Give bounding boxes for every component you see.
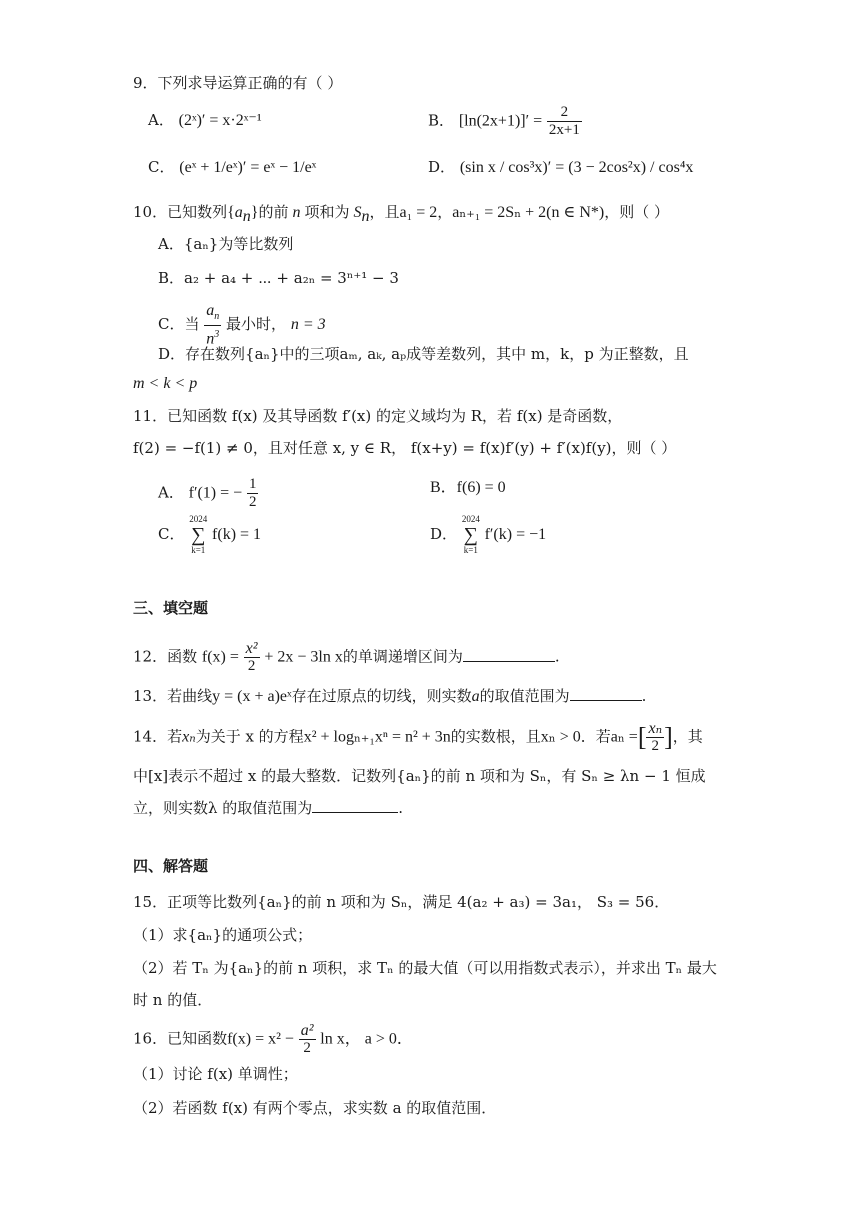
q11-option-c-upper: 2024: [189, 514, 208, 524]
q14-sequence-def: aₙ =: [610, 728, 638, 746]
q11-option-a-lhs: f′(1) = −: [188, 484, 243, 502]
q10-option-c-text-2: 最小时，: [226, 314, 287, 333]
q11-option-c-label: C．: [158, 525, 185, 543]
q14-text-5: ，其: [672, 727, 703, 746]
q11-option-d-lower: k=1: [463, 545, 478, 555]
q11-option-a-numerator: 1: [248, 476, 257, 492]
q11-stem-line1: 11．已知函数 f(x) 及其导函数 f′(x) 的定义域均为 R，若 f(x) 是奇函数，: [133, 407, 623, 425]
q16-numerator: a²: [300, 1022, 314, 1039]
q10-option-c-fraction: $\frac{a_n}{n^3}$: [206, 302, 220, 348]
q11-option-d-summation: 2024 ∑ k=1: [461, 514, 480, 555]
q11-option-b: B．f(6) = 0: [430, 479, 506, 496]
q9-option-b-label: B．: [428, 111, 455, 130]
q11-option-d-label: D．: [430, 525, 458, 543]
q10-option-a: A．{aₙ}为等比数列: [158, 235, 294, 253]
q11-option-c-body: f(k) = 1: [212, 526, 262, 543]
q9-option-b-numerator: 2: [547, 104, 582, 122]
q9-option-c-label: C．: [148, 158, 175, 176]
q14-root: xₙ: [182, 728, 196, 746]
q9-stem: 9．下列求导运算正确的有（ ）: [133, 74, 343, 92]
q16-fraction: [299, 1022, 316, 1057]
q14-period: .: [398, 799, 404, 817]
q14-equation: x² + logₙ₊₁xⁿ = n² + 3n: [303, 728, 451, 746]
q10-stem-text-3: 项和为: [304, 203, 350, 221]
q16-text: 16．已知函数: [133, 1029, 228, 1048]
q9-option-b-fraction: [547, 104, 582, 139]
q16-part1: （1）讨论 f(x) 单调性；: [133, 1065, 298, 1083]
q10-option-c: [158, 302, 326, 348]
q12-function: f(x) =: [201, 648, 239, 666]
q9-option-a-expr: (2ˣ)′ = x·2ˣ⁻¹: [178, 112, 262, 129]
q11-option-a: [158, 476, 258, 511]
q13-period: .: [641, 687, 647, 705]
q16-stem: [133, 1022, 413, 1057]
q15-part1: （1）求{aₙ}的通项公式；: [133, 926, 313, 944]
q10-stem-text-6: ，则（ ）: [604, 203, 669, 221]
q12-numerator: x²: [245, 640, 258, 657]
q10-initial-term: a₁ = 2: [399, 204, 438, 221]
q10-option-c-value: n = 3: [290, 315, 326, 333]
q13-curve: y = (x + a)eˣ: [212, 688, 292, 705]
q11-option-d-upper: 2024: [461, 514, 480, 524]
q10-stem-text-5: ，: [437, 203, 453, 221]
q14-text: 14．若: [133, 727, 183, 746]
q12-stem: [133, 640, 560, 675]
q9-option-a-label: A．: [148, 111, 174, 129]
q14-text-3: 的实数根，且: [450, 727, 541, 746]
q12-text: 12．函数: [133, 647, 198, 666]
q12-function-rest: + 2x − 3ln x: [264, 648, 343, 666]
q14-text-2: 为关于 x 的方程: [195, 727, 304, 746]
q15-part2-cont: 时 n 的值．: [133, 991, 213, 1009]
q14-text-6: 立，则实数λ 的取值范围为: [133, 799, 313, 817]
q13-answer-blank[interactable]: [570, 686, 642, 701]
q12-denominator: 2: [247, 658, 256, 674]
q14-condition: xₙ > 0: [540, 728, 581, 746]
q9-option-c-expr: (eˣ + 1/eˣ)′ = eˣ − 1/eˣ: [179, 159, 317, 176]
q14-stem-line1: 14．若xₙ为关于 x 的方程x² + logₙ₊₁xⁿ = n² + 3n的实数根，且xₙ > 0．若aₙ =[ $\frac{\text{xₙ}}{2}$ ]，其: [133, 720, 703, 754]
q9-option-b-lhs: [ln(2x+1)]′ =: [458, 112, 543, 130]
q13-text-2: 存在过原点的切线，则实数: [291, 687, 472, 705]
q14-stem-line3: [133, 796, 403, 820]
q13-text: 13．若曲线: [133, 687, 213, 705]
q15-part2: （2）若 Tₙ 为{aₙ}的前 n 项积，求 Tₙ 的最大值（可以用指数式表示），并求出 Tₙ 最大: [133, 959, 717, 977]
q9-option-b-denominator: 2x+1: [548, 122, 580, 138]
q12-text-2: 的单调递增区间为: [342, 647, 463, 666]
q16-denominator: 2: [303, 1040, 311, 1056]
q9-option-a: [148, 108, 262, 133]
q15-stem: 15．正项等比数列{aₙ}的前 n 项和为 Sₙ，满足 4(a₂ + a₃) = 3a₁， S₃ = 56．: [133, 893, 670, 911]
q16-function-rest: ln x， a > 0．: [320, 1030, 413, 1048]
q13-stem: [133, 684, 646, 709]
section-solutions-heading: 四、解答题: [133, 857, 209, 875]
q11-option-a-fraction: [247, 476, 259, 511]
q14-fraction: [646, 720, 664, 755]
q11-option-c-summation: 2024 ∑ k=1: [189, 514, 208, 555]
q12-answer-blank[interactable]: [463, 647, 555, 662]
q14-denominator: 2: [651, 738, 660, 754]
q13-variable: a: [471, 688, 480, 705]
q10-option-d-condition: m < k < p: [133, 375, 198, 392]
q9-option-b: [428, 104, 582, 139]
q10-stem: 10．已知数列$\{a_n\}$的前 n 项和为 $S_n$，且a₁ = 2，aₙ₊₁ = 2Sₙ + 2(n ∈ N*)，则（ ）: [133, 203, 669, 225]
q10-stem-text-2: 的前: [258, 203, 289, 221]
q14-text-4: ．若: [580, 727, 611, 746]
q10-option-c-text: C．当: [158, 314, 200, 333]
q14-numerator: xₙ: [648, 720, 663, 737]
q10-option-d: D．存在数列{aₙ}中的三项aₘ, aₖ, aₚ成等差数列，其中 m，k，p 为正整数，且: [158, 345, 689, 363]
q9-option-d-label: D．: [428, 158, 456, 176]
q11-stem-line2: f(2) = −f(1) ≠ 0，且对任意 x, y ∈ R， f(x+y) = f(x)f′(y) + f′(x)f(y)，则（ ）: [133, 439, 677, 457]
q10-stem-text: 10．已知数列: [133, 203, 228, 221]
q12-fraction: [244, 640, 260, 675]
q12-period: .: [554, 647, 560, 666]
q9-option-d: [428, 155, 693, 180]
q14-stem-line2: 中[x]表示不超过 x 的最大整数．记数列{aₙ}的前 n 项和为 Sₙ，有 Sₙ ≥ λn − 1 恒成: [133, 767, 706, 785]
q11-option-d: [430, 514, 546, 556]
q11-option-d-body: f′(k) = −1: [484, 526, 547, 543]
q9-option-d-expr: (sin x / cos³x)′ = (3 − 2cos²x) / cos⁴x: [459, 159, 694, 176]
q9-option-c: [148, 155, 316, 180]
q11-option-c-lower: k=1: [191, 545, 206, 555]
section-fill-in-heading: 三、填空题: [133, 599, 209, 617]
q16-function: f(x) = x² −: [227, 1030, 294, 1048]
q10-stem-text-4: ，且: [369, 203, 400, 221]
q11-option-a-label: A．: [158, 483, 184, 502]
q10-recurrence: aₙ₊₁ = 2Sₙ + 2(n ∈ N*): [452, 204, 605, 221]
q10-option-b: B．a₂ + a₄ + ⋯ + a₂ₙ = 3ⁿ⁺¹ − 3: [158, 269, 399, 287]
q14-answer-blank[interactable]: [312, 798, 398, 813]
q11-option-a-denominator: 2: [248, 494, 257, 510]
q16-part2: （2）若函数 f(x) 有两个零点，求实数 a 的取值范围．: [133, 1099, 497, 1117]
q11-option-c: [158, 514, 261, 556]
q13-text-3: 的取值范围为: [479, 687, 570, 705]
